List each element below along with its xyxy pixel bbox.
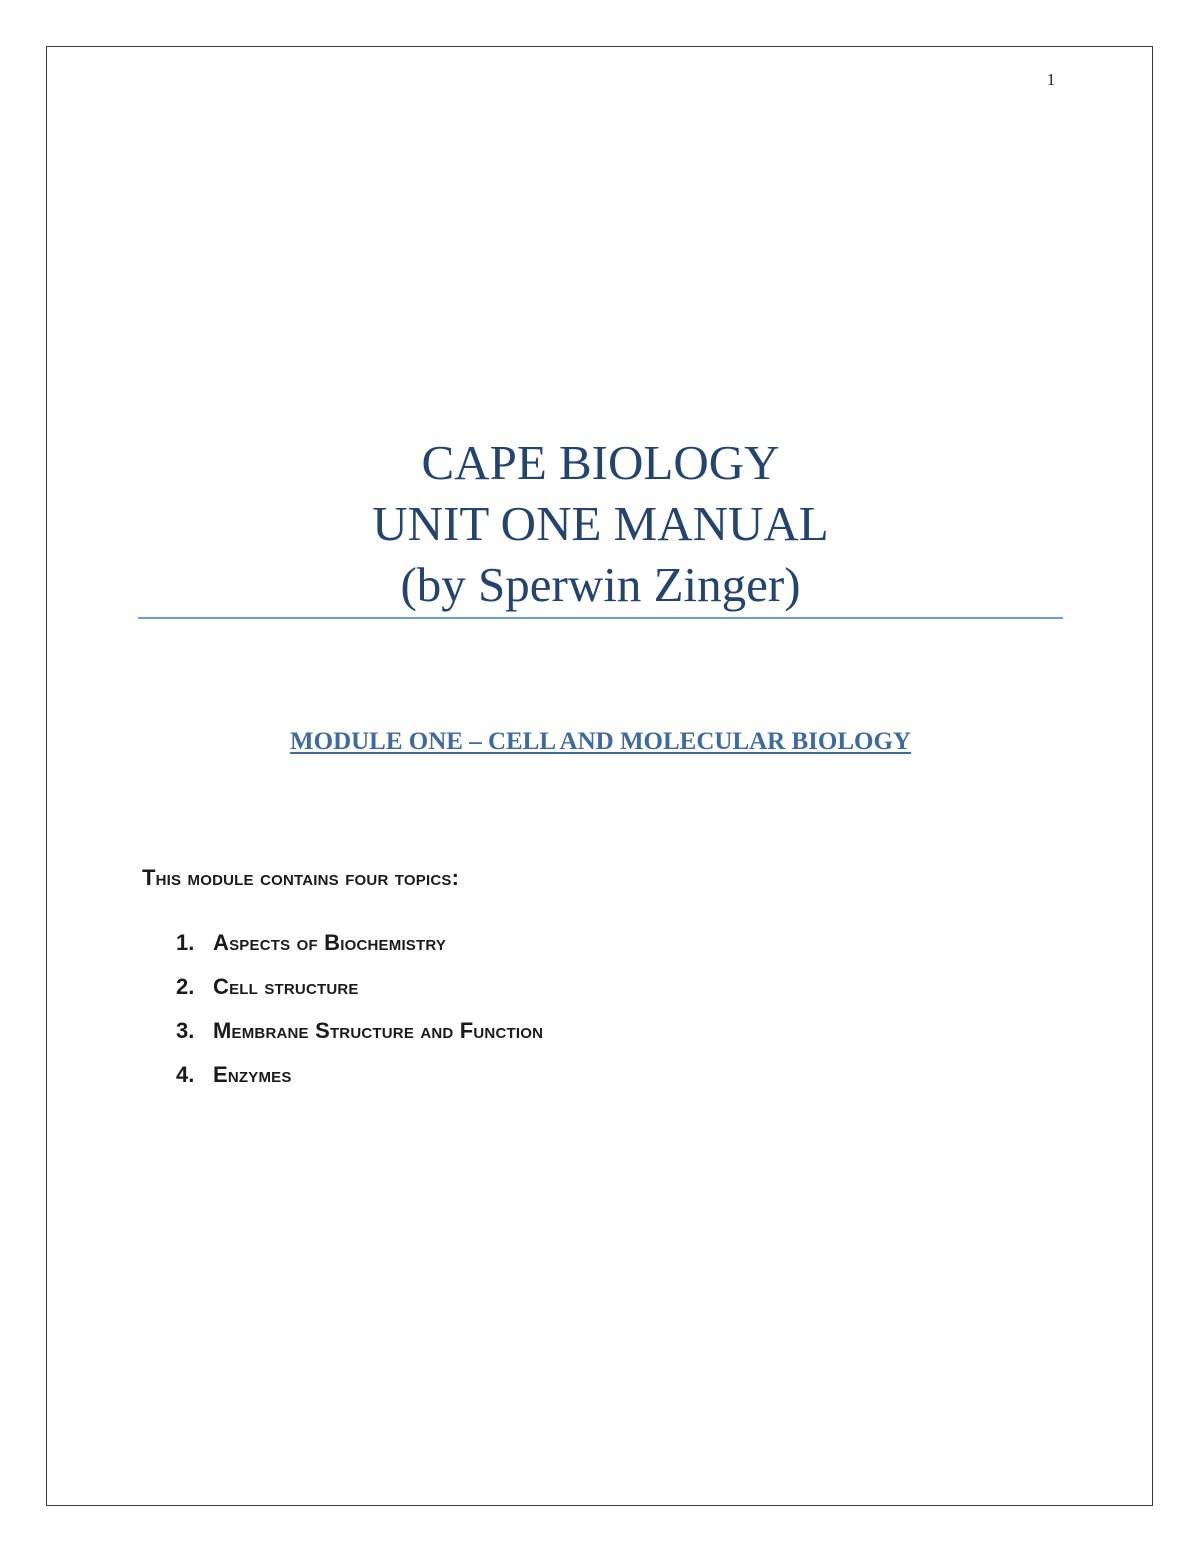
page-number: 1: [1046, 70, 1056, 89]
list-item: [176, 926, 543, 970]
title-line-3: (by Sperwin Zinger): [400, 557, 801, 612]
page-border: [46, 46, 1153, 1506]
title-line-2: UNIT ONE MANUAL: [372, 496, 829, 551]
list-item-label: Cell structure: [213, 974, 359, 999]
list-item-label: Aspects of Biochemistry: [213, 930, 447, 955]
module-heading: [138, 726, 1063, 758]
title-divider: [138, 617, 1063, 619]
list-item-number: 2.: [176, 974, 195, 999]
topics-intro: This module contains four topics:: [142, 865, 460, 890]
module-heading-text: MODULE ONE – CELL AND MOLECULAR BIOLOGY: [290, 728, 911, 755]
topic-list: [176, 926, 543, 1102]
list-item: [176, 970, 543, 1014]
list-item: [176, 1014, 543, 1058]
list-item-number: 3.: [176, 1018, 195, 1043]
list-item: [176, 1058, 543, 1102]
list-item-label: Membrane Structure and Function: [213, 1018, 544, 1043]
document-title: [138, 432, 1063, 615]
list-item-number: 4.: [176, 1062, 195, 1087]
list-item-number: 1.: [176, 930, 195, 955]
title-line-1: CAPE BIOLOGY: [421, 435, 780, 490]
list-item-label: Enzymes: [213, 1062, 292, 1087]
